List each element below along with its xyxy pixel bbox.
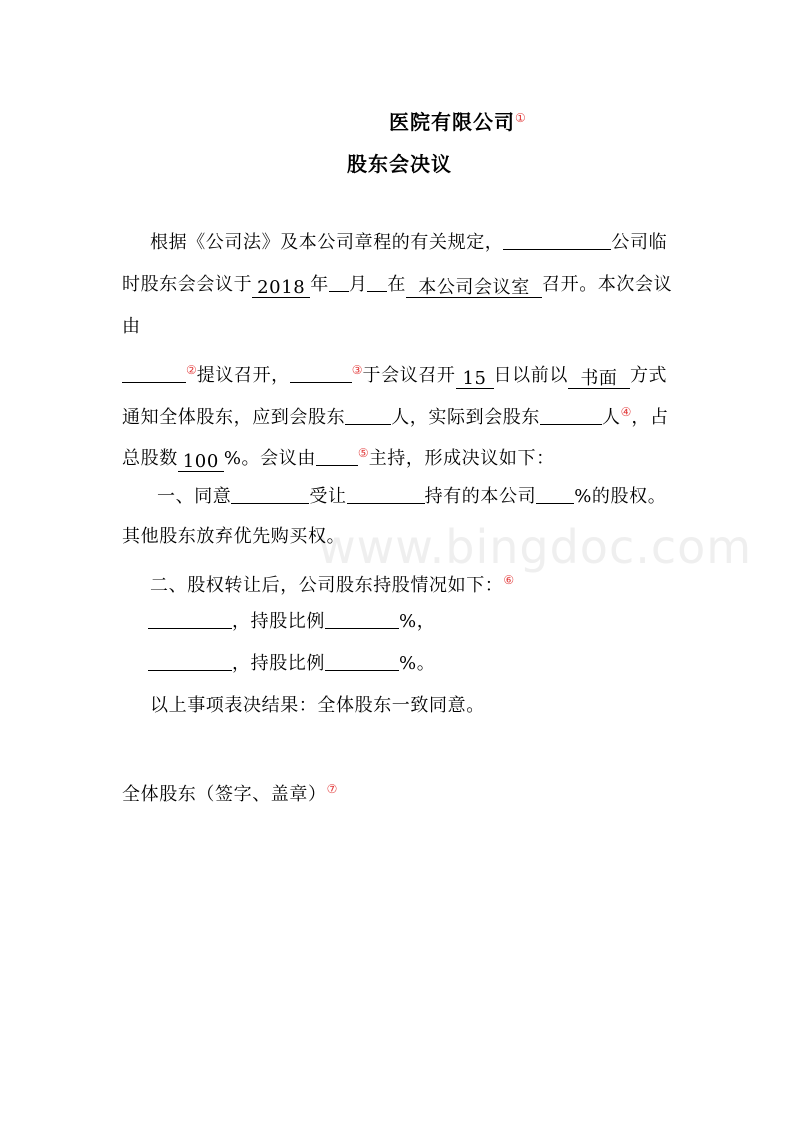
convener-blank <box>290 364 352 383</box>
day-blank <box>367 273 387 292</box>
para1-line5: 通知全体股东，应到会股东 人，实际到会股东 人④，占 <box>122 405 669 428</box>
month-blank <box>329 273 349 292</box>
resolution-title: 股东会决议 <box>347 152 452 176</box>
holding-row-1: ，持股比例 %， <box>148 610 435 634</box>
voting-result: 以上事项表决结果：全体股东一致同意。 <box>150 695 485 716</box>
company-title <box>389 106 526 135</box>
signature-line <box>122 777 337 807</box>
shareholder-name-blank-1 <box>148 610 232 629</box>
company-name-blank <box>503 231 611 250</box>
equity-percentage-blank <box>536 485 574 504</box>
transferee-blank <box>347 485 425 504</box>
footnote-marker-4: ④ <box>620 405 632 419</box>
notice-method: 书面 <box>568 368 630 389</box>
para1-line6: 总股数 100 %。会议由 ⑤主持，形成决议如下： <box>122 446 555 472</box>
expected-shareholders-blank <box>345 406 391 425</box>
transferor-blank <box>231 485 309 504</box>
company-name: 医院有限公司 <box>389 110 515 134</box>
meeting-year: 2018 <box>252 277 310 298</box>
watermark: www.bingdoc.com <box>318 520 753 574</box>
footnote-marker-2: ② <box>186 363 197 377</box>
para1-line3: 由 <box>122 316 141 337</box>
para1-line1: 根据《公司法》及本公司章程的有关规定， 公司临 <box>150 232 668 253</box>
meeting-place: 本公司会议室 <box>406 277 542 298</box>
item1-line1: 一、同意 受让 持有的本公司 %的股权。 <box>157 486 667 507</box>
holding-ratio-blank-2 <box>325 652 399 671</box>
holding-row-2: ，持股比例 %。 <box>148 652 435 676</box>
item2-title: 二、股权转让后，公司股东持股情况如下：⑥ <box>150 573 515 596</box>
shareholder-name-blank-2 <box>148 652 232 671</box>
share-percentage: 100 <box>178 451 224 472</box>
footnote-marker-7: ⑦ <box>326 782 338 796</box>
host-blank <box>316 447 358 466</box>
item1-line2: 其他股东放弃优先购买权。 <box>122 526 346 547</box>
footnote-marker-1: ① <box>515 111 526 125</box>
footnote-marker-6: ⑥ <box>503 573 515 587</box>
proposer-blank <box>122 364 186 383</box>
footnote-marker-3: ③ <box>351 363 363 377</box>
para1-line4: ②提议召开， ③于会议召开 15 日以前以 书面 方式 <box>122 358 667 389</box>
attending-shareholders-blank <box>540 406 602 425</box>
footnote-marker-5: ⑤ <box>357 446 369 460</box>
notice-days: 15 <box>456 368 494 389</box>
holding-ratio-blank-1 <box>325 610 399 629</box>
signature-label: 全体股东（签字、盖章） <box>122 784 327 805</box>
para1-line2: 时股东会会议于 2018 年 月 在 本公司会议室 召开。本次会议 <box>122 274 673 298</box>
